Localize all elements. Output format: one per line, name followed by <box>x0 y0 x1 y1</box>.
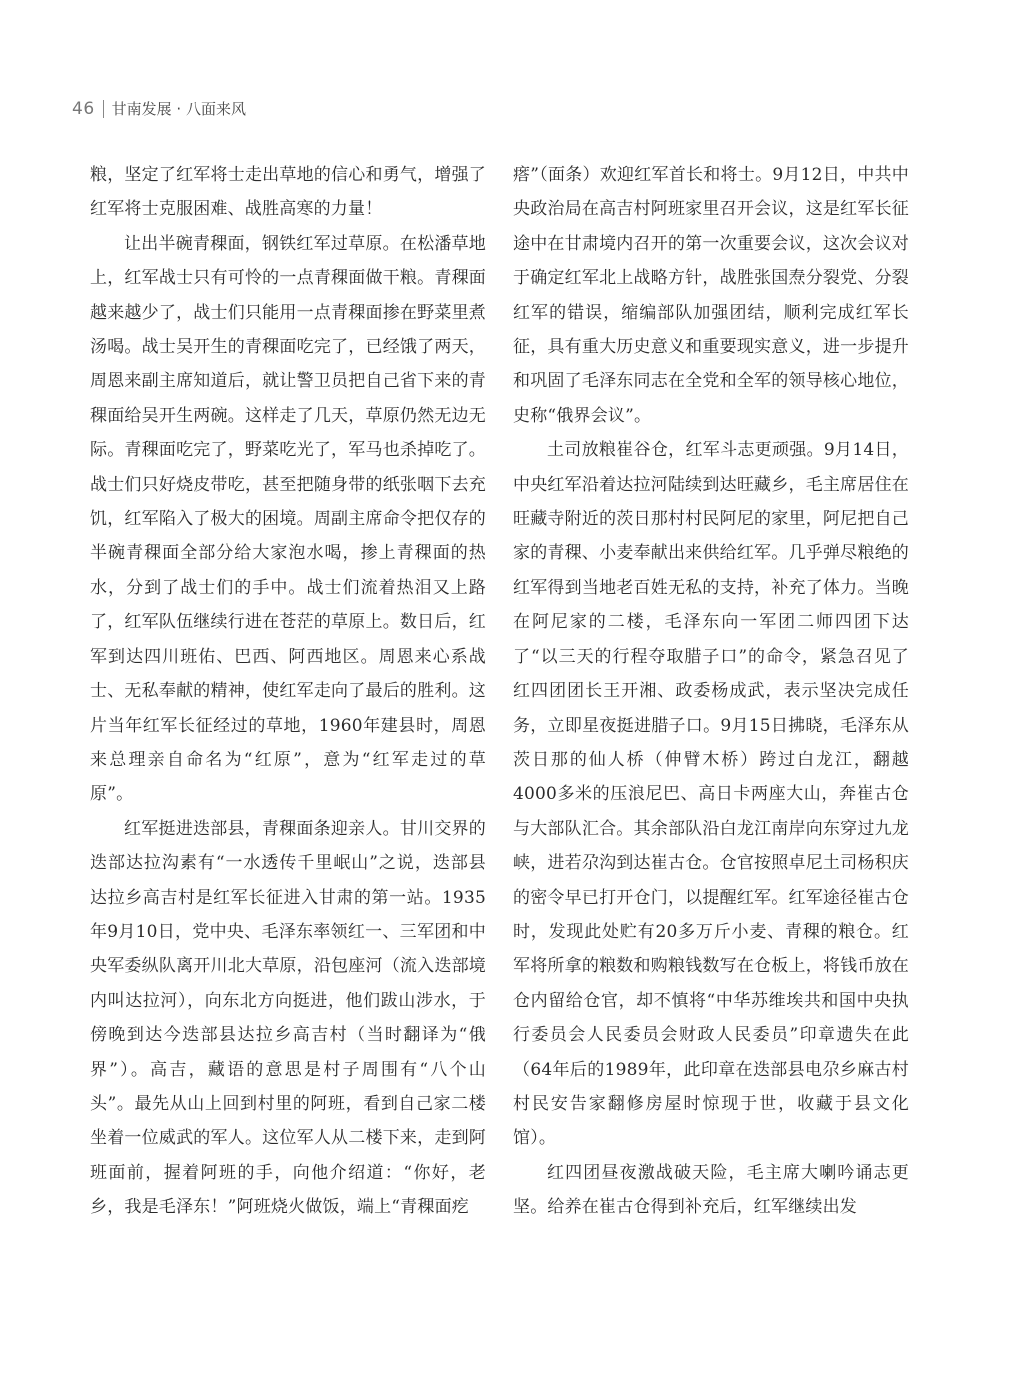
paragraph-continuation: 粮，坚定了红军将士走出草地的信心和勇气，增强了红军将士克服困难、战胜高寒的力量！ <box>90 165 486 220</box>
paragraph-diebu-county: 红军挺进迭部县，青稞面条迎亲人。甘川交界的迭部达拉沟素有“一水透传千里岷山”之说，迭部县达拉乡高吉村是红军长征进入甘肃的第一站。1935年9月10日，党中央、毛泽东率领红一、三军团和中央军委纵队离开川北大草原，沿包座河（流入迭部境内叫达拉河），向东北方向挺进，他们跋山涉水，于傍晚到达今迭部县达拉乡高吉村（当时翻译为“俄界”）。高吉，藏语的意思是村子周围有“八个山头”。最先从山上回到村里的阿班，看到自己家二楼坐着一位威武的军人。这位军人从二楼下来，走到阿班面前，握着阿班的手，向他介绍道：“你好，老乡，我是毛泽东！”阿班烧火做饭，端上“青稞面疙 <box>90 818 486 1218</box>
paragraph-fourth-regiment: 红四团昼夜激战破天险，毛主席大喇吟诵志更坚。给养在崔古仓得到补充后，红军继续出发 <box>513 1162 909 1218</box>
right-column <box>513 158 909 1225</box>
paragraph-ejie-meeting: 瘩”（面条）欢迎红军首长和将士。9月12日，中共中央政治局在高吉村阿班家里召开会议，这是红军长征途中在甘肃境内召开的第一次重要会议，这次会议对于确定红军北上战略方针，战胜张国焘分裂党、分裂红军的错误，缩编部队加强团结，顺利完成红军长征，具有重大历史意义和重要现实意义，进一步提升和巩固了毛泽东同志在全党和全军的领导核心地位，史称“俄界会议”。 <box>513 165 909 426</box>
left-column <box>90 158 486 1225</box>
running-header <box>72 98 246 119</box>
paragraph-qingke-noodles: 让出半碗青稞面，钢铁红军过草原。在松潘草地上，红军战士只有可怜的一点青稞面做干粮。青稞面越来越少了，战士们只能用一点青稞面掺在野菜里煮汤喝。战士吴开生的青稞面吃完了，已经饿了两天，周恩来副主席知道后，就让警卫员把自己省下来的青稞面给吴开生两碗。这样走了几天，草原仍然无边无际。青稞面吃完了，野菜吃光了，军马也杀掉吃了。战士们只好烧皮带吃，甚至把随身带的纸张咽下去充饥，红军陷入了极大的困境。周副主席命令把仅存的半碗青稞面全部分给大家泡水喝，掺上青稞面的热水，分到了战士们的手中。战士们流着热泪又上路了，红军队伍继续行进在苍茫的草原上。数日后，红军到达四川班佑、巴西、阿西地区。周恩来心系战士、无私奉献的精神，使红军走向了最后的胜利。这片当年红军长征经过的草地，1960年建县时，周恩来总理亲自命名为“红原”，意为“红军走过的草原”。 <box>90 233 486 805</box>
section-title: 甘南发展 · 八面来风 <box>111 100 246 118</box>
page-number: 46 <box>72 98 95 119</box>
paragraph-cuigu-granary: 土司放粮崔谷仓，红军斗志更顽强。9月14日，中央红军沿着达拉河陆续到达旺藏乡，毛主席居住在旺藏寺附近的茨日那村村民阿尼的家里，阿尼把自己家的青稞、小麦奉献出来供给红军。几乎弹尽粮绝的红军得到当地老百姓无私的支持，补充了体力。当晚在阿尼家的二楼，毛泽东向一军团二师四团下达了“以三天的行程夺取腊子口”的命令，紧急召见了红四团团长王开湘、政委杨成武，表示坚决完成任务，立即星夜挺进腊子口。9月15日拂晓，毛泽东从茨日那的仙人桥（伸臂木桥）跨过白龙江，翻越4000多米的压浪尼巴、高日卡两座大山，奔崔古仓与大部队汇合。其余部队沿白龙江南岸向东穿过九龙峡，进若尕沟到达崔古仓。仓官按照卓尼土司杨积庆的密令早已打开仓门，以提醒红军。红军途径崔古仓时，发现此处贮有20多万斤小麦、青稞的粮仓。红军将所拿的粮数和购粮钱数写在仓板上，将钱币放在仓内留给仓官，却不慎将“中华苏维埃共和国中央执行委员会人民委员会财政人民委员”印章遗失在此（64年后的1989年，此印章在迭部县电尕乡麻古村村民安告家翻修房屋时惊现于世，收藏于县文化馆）。 <box>513 440 909 1149</box>
header-divider <box>103 100 104 118</box>
